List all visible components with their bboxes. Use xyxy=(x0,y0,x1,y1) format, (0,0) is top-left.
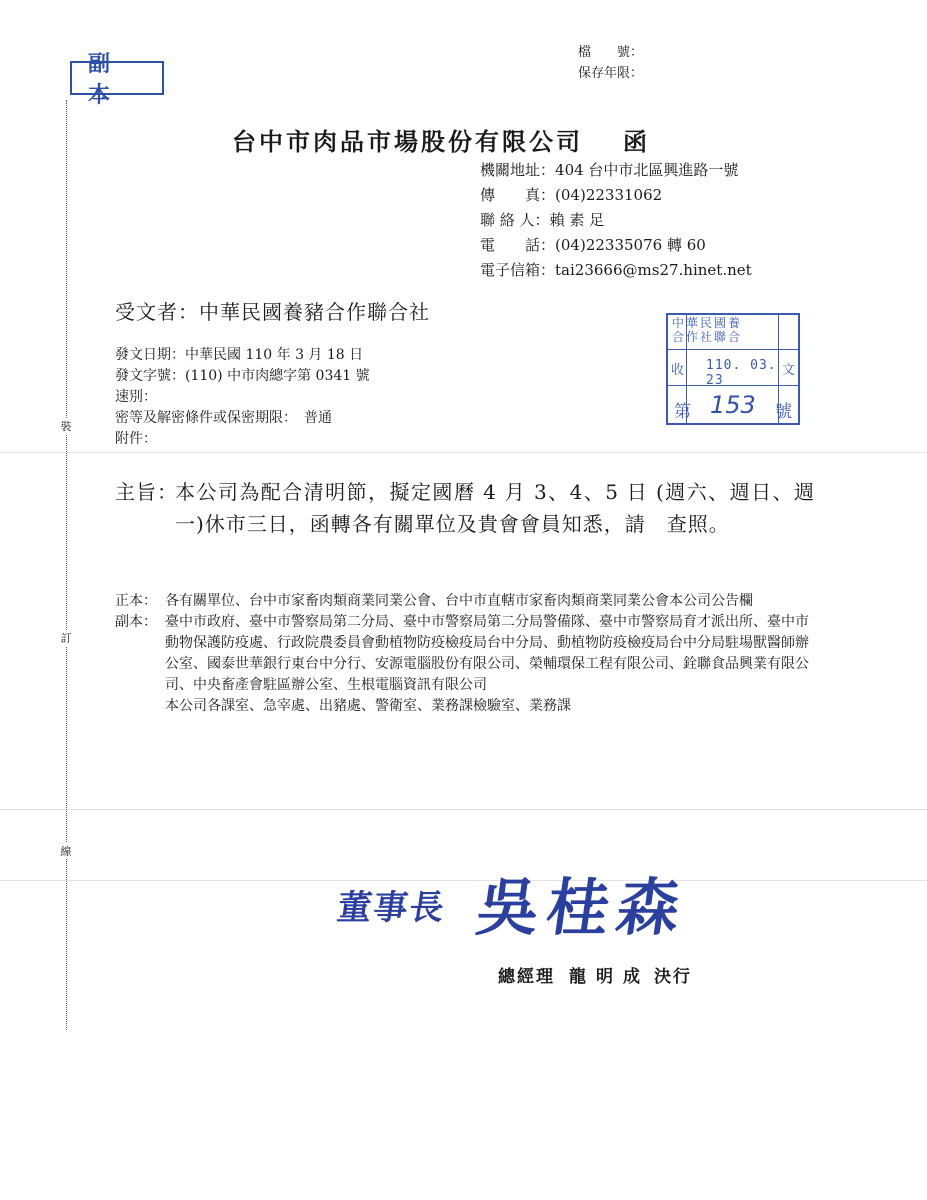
phone-value: (04)22335076 轉 60 xyxy=(555,236,706,254)
retention-period-label: 保存年限： xyxy=(578,66,644,81)
address-value: 404 台中市北區興進路一號 xyxy=(555,161,739,179)
email-value: tai23666@ms27.hinet.net xyxy=(555,261,752,279)
copy-recipients xyxy=(115,612,815,717)
security-level: 密等及解密條件或保密期限： 普通 xyxy=(115,410,332,426)
copy-label: 副本： xyxy=(115,614,157,630)
binding-char-xian: 線 xyxy=(58,843,74,859)
received-stamp-header-bottom: 合作社聯合 xyxy=(672,330,743,344)
received-number-handwritten: 153 xyxy=(710,391,756,419)
organization-name: 台中市肉品市場股份有限公司 xyxy=(232,128,583,156)
contact-person-row: 聯 絡 人：賴 素 足 xyxy=(480,211,605,229)
dispatch-reference: 發文字號：(110) 中市肉總字第 0341 號 xyxy=(115,368,370,384)
email-label: 電子信箱 xyxy=(480,261,541,279)
file-info xyxy=(578,42,643,84)
phone-label: 電 話 xyxy=(480,236,541,254)
subject-text: 本公司為配合清明節，擬定國曆 4 月 3、4、5 日 (週六、週日、週一)休市三日，函轉各有關單位及貴會會員知悉，請 查照。 xyxy=(175,480,815,536)
dispatch-date: 發文日期：中華民國 110 年 3 月 18 日 xyxy=(115,347,364,363)
subject-label: 主旨： xyxy=(115,480,178,504)
fax-value: (04)22331062 xyxy=(555,186,663,204)
received-date: 110. 03. 23 xyxy=(706,358,777,388)
binding-char-ding: 訂 xyxy=(58,630,74,646)
subject-section xyxy=(115,476,815,540)
attachments: 附件： xyxy=(115,431,157,447)
address-row: 機關地址：404 台中市北區興進路一號 xyxy=(480,161,739,179)
original-recipients xyxy=(115,591,815,612)
scan-line xyxy=(0,452,927,453)
scan-line xyxy=(0,809,927,810)
copy-stamp: 副本 xyxy=(70,61,164,95)
contact-person-value: 賴 素 足 xyxy=(549,211,605,229)
manager-name: 龍明成 xyxy=(569,967,650,987)
document-type: 函 xyxy=(623,128,650,156)
distribution-section xyxy=(115,591,815,717)
internal-copy-list: 本公司各課室、急宰處、出豬處、警衛室、業務課檢驗室、業務課 xyxy=(165,698,571,714)
binding-line xyxy=(66,100,67,1030)
received-stamp-left-char: 收 xyxy=(671,363,685,378)
chairman-name: 吳桂森 xyxy=(472,871,693,944)
recipient-line: 受文者：中華民國養豬合作聯合社 xyxy=(115,300,430,324)
manager-title: 總經理 xyxy=(498,967,555,987)
chairman-signature-stamp xyxy=(334,858,758,948)
received-number-suffix: 號 xyxy=(775,402,792,422)
general-manager-line xyxy=(498,962,692,987)
contact-person-label: 聯 絡 人 xyxy=(480,211,535,229)
fax-label: 傳 真 xyxy=(480,186,541,204)
received-number-prefix: 第 xyxy=(674,402,691,422)
address-label: 機關地址 xyxy=(480,161,541,179)
dispatch-meta xyxy=(115,345,370,450)
received-stamp-right-char: 文 xyxy=(781,363,795,378)
copy-list: 臺中市政府、臺中市警察局第二分局、臺中市警察局第二分局警備隊、臺中市警察局育才派出所、臺中市動物保護防疫處、行政院農委員會動植物防疫檢疫局台中分局、動植物防疫檢疫局台中分局駐場獸醫師辦公室、國泰世華銀行東台中分行、安源電腦股份有限公司、榮輔環保工程有限公司、銓聯食品興業有限公司、中央畜產會駐區辦公室、生根電腦資訊有限公司 xyxy=(165,614,809,693)
phone-row: 電 話：(04)22335076 轉 60 xyxy=(480,236,706,254)
letter-title xyxy=(232,122,650,157)
approval-action: 決行 xyxy=(654,967,692,987)
contact-block xyxy=(480,158,752,283)
file-number-label: 檔 號： xyxy=(578,45,644,60)
fax-row: 傳 真：(04)22331062 xyxy=(480,186,663,204)
received-stamp-header-top: 中華民國養 xyxy=(672,316,743,330)
dispatch-speed: 速別： xyxy=(115,389,157,405)
chairman-title: 董事長 xyxy=(334,888,449,928)
original-label: 正本： xyxy=(115,593,157,609)
original-list: 各有關單位、台中市家畜肉類商業同業公會、台中市直轄市家畜肉類商業同業公會本公司公告欄 xyxy=(165,593,753,609)
received-stamp xyxy=(666,313,800,425)
email-row: 電子信箱：tai23666@ms27.hinet.net xyxy=(480,261,752,279)
binding-char-zhuang: 裝 xyxy=(58,418,74,434)
